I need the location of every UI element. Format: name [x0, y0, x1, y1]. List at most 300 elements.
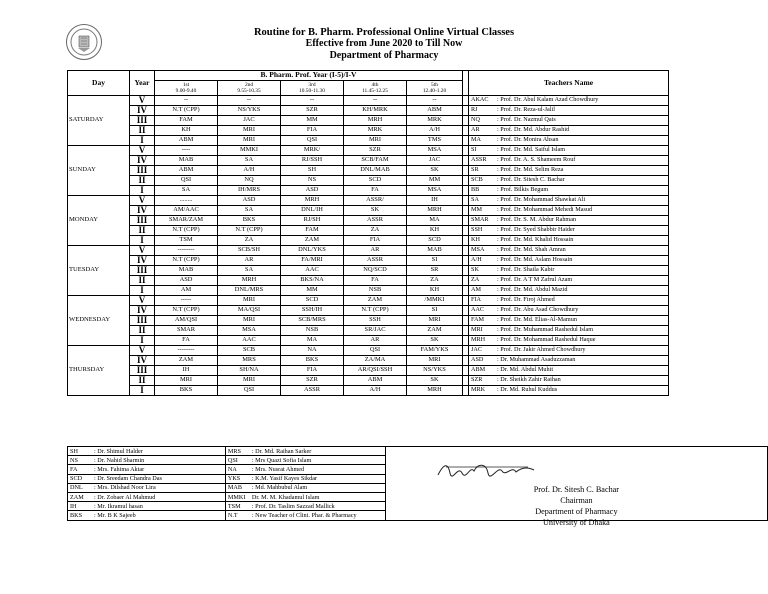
teacher-cell: [469, 255, 669, 265]
class-cell: N.T (CPP): [155, 105, 218, 115]
class-cell: N.T (CPP): [155, 225, 218, 235]
footer-abbr: NA: [227, 465, 237, 473]
class-cell: SCB/FAM: [344, 155, 407, 165]
class-cell: MRK: [344, 125, 407, 135]
footer-abbr: TSM: [227, 502, 241, 510]
class-cell: RJ/SH: [281, 215, 344, 225]
slot-time: 9.00-9.40: [175, 87, 197, 94]
class-cell: MM: [281, 285, 344, 295]
teacher-name: : Dr. Muhammad Asaduzzaman: [497, 356, 576, 364]
footer-cell: [225, 502, 385, 511]
year-cell: III: [130, 215, 155, 225]
table-row: [68, 335, 669, 345]
class-cell: BKS: [155, 385, 218, 395]
class-cell: N.T (CPP): [218, 225, 281, 235]
class-cell: MA: [407, 215, 463, 225]
class-cell: MAB: [407, 245, 463, 255]
teacher-abbr: SI: [471, 146, 477, 154]
teacher-abbr: MRH: [471, 336, 486, 344]
class-cell: N.T (CPP): [344, 305, 407, 315]
teacher-name: : Prof. Dr. Sitesh C. Bachar: [497, 176, 565, 184]
class-cell: MM: [281, 115, 344, 125]
slot-number: 3rd: [308, 81, 316, 88]
teacher-name: : Prof. Dr. Md. Saiful Islam: [497, 146, 566, 154]
class-cell: RJ/SSH: [281, 155, 344, 165]
class-cell: ZAM: [344, 295, 407, 305]
year-cell: III: [130, 365, 155, 375]
table-row: [68, 265, 669, 275]
class-cell: MRH: [281, 195, 344, 205]
teacher-abbr: BB: [471, 186, 480, 194]
teacher-abbr: AAC: [471, 306, 485, 314]
class-cell: BKS: [281, 355, 344, 365]
teacher-name: : Prof. Dr. Md. Aslam Hossain: [497, 256, 573, 264]
year-cell: II: [130, 325, 155, 335]
class-cell: N.T (CPP): [155, 305, 218, 315]
year-cell: II: [130, 225, 155, 235]
table-row: [68, 365, 669, 375]
class-cell: ZA: [407, 275, 463, 285]
class-cell: BKS/NA: [281, 275, 344, 285]
teacher-cell: [469, 165, 669, 175]
teacher-name: : Prof. Dr. Abul Kalam Azad Chowdhury: [497, 96, 599, 104]
teacher-name: : Prof. Dr. Md. Selim Reza: [497, 166, 564, 174]
class-cell: ASD: [218, 195, 281, 205]
teacher-abbr: MRK: [471, 386, 486, 394]
class-cell: ZAM: [281, 235, 344, 245]
slot-number: 4th: [371, 81, 379, 88]
footer-name: : Md. Mahbubul Alam: [251, 484, 308, 492]
class-cell: FAM: [155, 115, 218, 125]
teacher-abbr: MM: [471, 206, 483, 214]
teacher-abbr: NQ: [471, 116, 480, 124]
teacher-abbr: SCB: [471, 176, 483, 184]
teacher-name: : Dr. Md. Ruhul Kuddus: [497, 386, 558, 394]
footer-cell: [225, 492, 385, 501]
class-cell: SCB: [218, 345, 281, 355]
class-cell: DNL/YKS: [281, 245, 344, 255]
class-cell: SK: [407, 375, 463, 385]
footer-name: : Mr. B K Sajeeb: [94, 511, 136, 519]
class-cell: SA: [218, 205, 281, 215]
class-cell: --: [155, 95, 218, 105]
slot-number: 1st: [182, 81, 190, 88]
teacher-abbr: KH: [471, 236, 480, 244]
class-cell: IH: [155, 365, 218, 375]
footer-abbr: SCD: [70, 475, 83, 483]
year-header: Year: [130, 71, 155, 96]
signatory-university: University of Dhaka: [542, 518, 610, 527]
footer-name: : Mrs. Dilshad Noor Lira: [94, 484, 156, 492]
class-cell: ASSR: [344, 255, 407, 265]
day-cell: SUNDAY: [68, 145, 130, 195]
footer-cell: [68, 502, 226, 511]
table-row: [68, 325, 669, 335]
teacher-abbr: ASD: [471, 356, 484, 364]
slot-time: 10.50-11.30: [299, 87, 325, 94]
table-row: [68, 285, 669, 295]
table-row: [68, 275, 669, 285]
year-cell: III: [130, 115, 155, 125]
year-cell: I: [130, 335, 155, 345]
teacher-name: : Prof. Dr. Mohammad Rashedul Haque: [497, 336, 596, 344]
footer-cell: [68, 474, 226, 483]
teacher-cell: [469, 95, 669, 105]
class-cell: NQ/SCD: [344, 265, 407, 275]
class-cell: N.T (CPP): [155, 255, 218, 265]
teacher-name: : Dr. Md. Abdul Muhit: [497, 366, 554, 374]
table-row: [68, 95, 669, 105]
table-row: [68, 385, 669, 395]
teacher-abbr: FIA: [471, 296, 481, 304]
footer-cell: [68, 511, 226, 520]
class-cell: MRK: [407, 115, 463, 125]
footer-abbr: ZAM: [70, 493, 84, 501]
footer-cell: [225, 511, 385, 520]
day-cell: MONDAY: [68, 195, 130, 245]
teacher-cell: [469, 305, 669, 315]
year-cell: II: [130, 175, 155, 185]
teacher-name: : Prof. Dr. Nazmul Qais: [497, 116, 556, 124]
year-cell: III: [130, 165, 155, 175]
signatory-role: Chairman: [560, 496, 593, 505]
teacher-cell: [469, 135, 669, 145]
class-cell: JAC: [407, 155, 463, 165]
signatory-name: Prof. Dr. Sitesh C. Bachar: [533, 485, 620, 494]
class-cell: AAC: [281, 265, 344, 275]
teachers-header: Teachers Name: [469, 71, 669, 96]
footer-abbr: NS: [70, 456, 78, 464]
class-cell: SH: [281, 165, 344, 175]
class-cell: ........: [155, 195, 218, 205]
footer-name: : K.M. Yasif Kayes Sikdar: [251, 475, 317, 483]
teacher-abbr: MA: [471, 136, 481, 144]
table-row: [68, 305, 669, 315]
class-cell: --: [407, 95, 463, 105]
footer-abbr: MAB: [227, 484, 242, 492]
teacher-name: : Prof. Dr. Jakir Ahmed Chowdhury: [497, 346, 586, 354]
teacher-name: : Prof. Dr. Md. Shah Amran: [497, 246, 566, 254]
class-cell: SCB/MRS: [281, 315, 344, 325]
teacher-name: : Prof. Dr. Md. Khalid Hossain: [497, 236, 574, 244]
class-cell: A/H: [407, 125, 463, 135]
footer-name: : New Teacher of Clini. Phar. & Pharmacy: [251, 511, 357, 519]
teacher-abbr: MRI: [471, 326, 483, 334]
footer-name: : Mrs. Fahima Aktar: [94, 465, 145, 473]
teacher-name: : Prof. Dr. Md. Abdul Mazid: [497, 286, 568, 294]
teacher-name: : Prof. Dr. A T M Zafrul Azam: [497, 276, 573, 284]
table-row: [68, 345, 669, 355]
table-row: [68, 135, 669, 145]
class-cell: SCD: [407, 235, 463, 245]
class-cell: MSA: [218, 325, 281, 335]
footer-name: : Mrs Quazi Sofia Islam: [251, 456, 312, 464]
class-cell: NSB: [344, 285, 407, 295]
year-cell: V: [130, 245, 155, 255]
class-cell: SSH: [344, 315, 407, 325]
teacher-name: : Prof. Bilkis Begum: [497, 186, 549, 194]
year-cell: V: [130, 95, 155, 105]
slot-number: 5th: [431, 81, 438, 88]
day-cell: TUESDAY: [68, 245, 130, 295]
class-cell: ZA: [218, 235, 281, 245]
class-cell: AAC: [218, 335, 281, 345]
class-cell: A/H: [344, 385, 407, 395]
class-cell: MSA: [407, 185, 463, 195]
class-cell: MRS: [218, 355, 281, 365]
table-row: [68, 215, 669, 225]
year-cell: I: [130, 235, 155, 245]
teacher-abbr: ABM: [471, 366, 486, 374]
class-cell: MRK/: [281, 145, 344, 155]
class-cell: SK: [407, 165, 463, 175]
class-cell: QSI: [155, 175, 218, 185]
class-cell: ASSR/: [344, 195, 407, 205]
class-cell: SZR: [344, 145, 407, 155]
teacher-name: : Prof. Dr. Abu Asad Chowdhury: [497, 306, 579, 314]
class-cell: ZA: [344, 225, 407, 235]
class-cell: TSM: [155, 235, 218, 245]
class-cell: ABM: [344, 375, 407, 385]
teacher-abbr: AR: [471, 126, 480, 134]
year-cell: I: [130, 185, 155, 195]
class-cell: SK: [344, 205, 407, 215]
class-cell: DNL/IH: [281, 205, 344, 215]
teacher-cell: [469, 345, 669, 355]
class-cell: MRI: [218, 135, 281, 145]
year-cell: IV: [130, 355, 155, 365]
class-cell: ABM: [155, 165, 218, 175]
teacher-abbr: RJ: [471, 106, 478, 114]
teacher-abbr: SSH: [471, 226, 483, 234]
class-cell: QSI: [281, 135, 344, 145]
class-cell: AR: [344, 245, 407, 255]
year-cell: IV: [130, 255, 155, 265]
table-row: [68, 255, 669, 265]
class-cell: ASD: [155, 275, 218, 285]
teacher-cell: [469, 225, 669, 235]
table-row: [68, 375, 669, 385]
class-cell: SK: [407, 335, 463, 345]
year-cell: II: [130, 275, 155, 285]
class-cell: MRI: [344, 135, 407, 145]
class-cell: FIA: [344, 235, 407, 245]
table-row: [68, 195, 669, 205]
footer-abbr: YKS: [227, 475, 241, 483]
teacher-cell: [469, 195, 669, 205]
teacher-abbr: A/H: [471, 256, 482, 264]
class-cell: SMAR/ZAM: [155, 215, 218, 225]
footer-abbr: BKS: [70, 511, 83, 519]
class-cell: NS: [281, 175, 344, 185]
table-row: [68, 295, 669, 305]
table-row: [68, 355, 669, 365]
class-cell: MRI: [155, 375, 218, 385]
class-cell: SA: [155, 185, 218, 195]
class-cell: MRI: [218, 315, 281, 325]
class-cell: --------: [155, 245, 218, 255]
class-cell: KH: [155, 125, 218, 135]
year-cell: I: [130, 385, 155, 395]
teacher-name: : Prof. Dr. Monira Ahsan: [497, 136, 559, 144]
year-cell: V: [130, 295, 155, 305]
teacher-cell: [469, 245, 669, 255]
teacher-name: : Prof. Dr. Muhammad Rashedul Islam: [497, 326, 594, 334]
teacher-cell: [469, 145, 669, 155]
day-cell: WEDNESDAY: [68, 295, 130, 345]
teacher-cell: [469, 295, 669, 305]
teacher-cell: [469, 335, 669, 345]
teacher-cell: [469, 105, 669, 115]
teacher-cell: [469, 175, 669, 185]
program-header: B. Pharm. Prof. Year (I-5)/I-V: [155, 71, 463, 81]
footer-cell: [225, 447, 385, 456]
class-cell: MRH: [344, 115, 407, 125]
class-cell: BKS: [218, 215, 281, 225]
class-cell: ZAM: [407, 325, 463, 335]
schedule-table: [67, 70, 669, 396]
footer-cell: [68, 447, 226, 456]
table-row: [68, 165, 669, 175]
time-slot-header: [155, 80, 218, 95]
footer-name: : Prof. Dr. Taslim Sazzad Mallick: [251, 502, 335, 510]
footer-name: : Dr. Md. Raihan Sarker: [251, 447, 312, 455]
footer-abbr: MRS: [227, 447, 241, 455]
teacher-name: : Prof. Dr. Reza-ul-Jalil: [497, 106, 555, 114]
class-cell: DNL/MRS: [218, 285, 281, 295]
class-cell: SCD: [281, 295, 344, 305]
day-header: Day: [68, 71, 130, 96]
class-cell: AR: [218, 255, 281, 265]
slot-time: 12.40-1.20: [422, 87, 447, 94]
class-cell: TMS: [407, 135, 463, 145]
class-cell: MRI: [218, 295, 281, 305]
teacher-cell: [469, 315, 669, 325]
footer-name: : Mrs. Nusrat Ahmed: [251, 465, 305, 473]
time-slot-header: [281, 80, 344, 95]
class-cell: ZAM: [155, 355, 218, 365]
class-cell: MRH: [407, 205, 463, 215]
year-cell: II: [130, 375, 155, 385]
teacher-name: : Prof. Dr. Mohammad Mehedi Masud: [497, 206, 593, 214]
teacher-abbr: SK: [471, 266, 479, 274]
class-cell: FA: [344, 185, 407, 195]
footer-name: : Dr. Shimul Halder: [94, 447, 143, 455]
signatory-dept: Department of Pharmacy: [535, 507, 618, 516]
class-cell: KH: [407, 285, 463, 295]
class-cell: FIA: [281, 125, 344, 135]
teacher-name: : Dr. Sheikh Zahir Raihan: [497, 376, 561, 384]
class-cell: AM/QSI: [155, 315, 218, 325]
table-row: [68, 235, 669, 245]
teacher-abbr: SZR: [471, 376, 483, 384]
teacher-cell: [469, 275, 669, 285]
class-cell: SA: [218, 265, 281, 275]
year-cell: I: [130, 285, 155, 295]
year-cell: V: [130, 195, 155, 205]
teacher-cell: [469, 325, 669, 335]
teacher-cell: [469, 155, 669, 165]
footer-name: : Mr. Ikramul hasan: [94, 502, 143, 510]
class-cell: SCD: [344, 175, 407, 185]
class-cell: AM/AAC: [155, 205, 218, 215]
class-cell: MMKI: [218, 145, 281, 155]
teacher-abbr: MSA: [471, 246, 485, 254]
class-cell: FAM/YKS: [407, 345, 463, 355]
class-cell: SCB/SH: [218, 245, 281, 255]
class-cell: AR/QSI/SSH: [344, 365, 407, 375]
teacher-abbr: SA: [471, 196, 479, 204]
class-cell: MM: [407, 175, 463, 185]
teacher-cell: [469, 215, 669, 225]
footer-cell: [68, 483, 226, 492]
teacher-abbr: ZA: [471, 276, 480, 284]
class-cell: ASSR: [281, 385, 344, 395]
year-cell: IV: [130, 155, 155, 165]
class-cell: MAB: [155, 155, 218, 165]
year-cell: V: [130, 345, 155, 355]
teacher-cell: [469, 205, 669, 215]
class-cell: ABM: [155, 135, 218, 145]
class-cell: A/H: [218, 165, 281, 175]
teacher-cell: [469, 355, 669, 365]
footer-name: Dr. M. M. Khadamul Islam: [251, 493, 320, 501]
time-slot-header: [407, 80, 463, 95]
teacher-cell: [469, 365, 669, 375]
class-cell: AR: [344, 335, 407, 345]
teacher-cell: [469, 185, 669, 195]
year-cell: III: [130, 265, 155, 275]
class-cell: -----: [155, 295, 218, 305]
class-cell: ASSR: [344, 215, 407, 225]
table-row: [68, 145, 669, 155]
class-cell: AM: [155, 285, 218, 295]
class-cell: MA/QSI: [218, 305, 281, 315]
footer-name: : Dr. Nahid Sharmin: [94, 456, 145, 464]
class-cell: ASD: [281, 185, 344, 195]
table-row: [68, 185, 669, 195]
footer-abbr: MMKI: [227, 493, 246, 501]
teacher-abbr: AM: [471, 286, 481, 294]
class-cell: QSI: [344, 345, 407, 355]
footer-cell: [68, 465, 226, 474]
class-cell: DNL/MAB: [344, 165, 407, 175]
class-cell: IH/MRS: [218, 185, 281, 195]
table-row: [68, 245, 669, 255]
year-cell: IV: [130, 305, 155, 315]
class-cell: SZR: [281, 105, 344, 115]
teacher-cell: [469, 385, 669, 395]
class-cell: FA: [344, 275, 407, 285]
footer-cell: [68, 456, 226, 465]
teacher-name: : Prof. Dr. Md. Abdur Rashid: [497, 126, 570, 134]
effective-date: Effective from June 2020 to Till Now: [305, 38, 463, 49]
time-slot-header: [344, 80, 407, 95]
teacher-name: : Prof. Dr. Md. Elias-Al-Mamun: [497, 316, 577, 324]
class-cell: --------: [155, 345, 218, 355]
class-cell: ABM: [407, 105, 463, 115]
class-cell: JAC: [218, 115, 281, 125]
routine-title: Routine for B. Pharm. Professional Online Virtual Classes: [253, 27, 515, 38]
class-cell: NA: [281, 345, 344, 355]
class-cell: SR: [407, 265, 463, 275]
year-cell: IV: [130, 205, 155, 215]
class-cell: NSB: [281, 325, 344, 335]
class-cell: --: [281, 95, 344, 105]
class-cell: IH: [407, 195, 463, 205]
teacher-abbr: ASSR: [471, 156, 487, 164]
class-cell: MRH: [218, 275, 281, 285]
